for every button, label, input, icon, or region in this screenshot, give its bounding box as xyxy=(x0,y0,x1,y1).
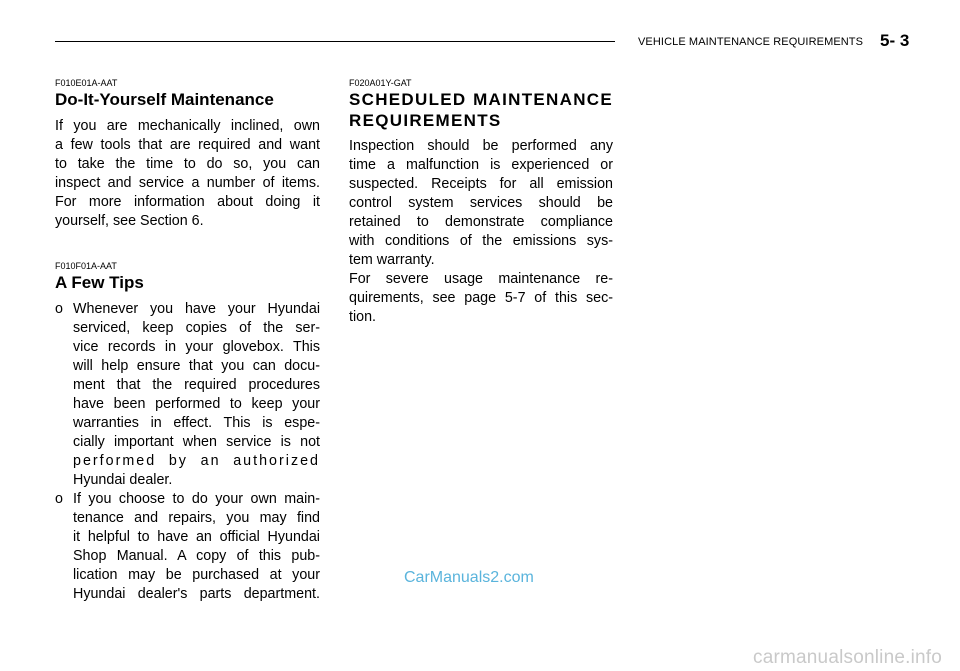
text-line: will help ensure that you can docu- xyxy=(73,358,320,374)
heading-line: REQUIREMENTS xyxy=(349,111,502,130)
text-line: it helpful to have an official Hyundai xyxy=(73,529,320,545)
text-line: time a malfunction is experienced or xyxy=(349,157,613,173)
section-heading-tips: A Few Tips xyxy=(55,273,144,292)
left-column xyxy=(55,78,320,604)
text-line: inspect and service a number of items. xyxy=(55,175,320,191)
text-line: have been performed to keep your xyxy=(73,396,320,412)
heading-line: SCHEDULED MAINTENANCE xyxy=(349,90,613,109)
section-heading-diy: Do-It-Yourself Maintenance xyxy=(55,90,274,109)
footer-watermark: carmanualsonline.info xyxy=(753,647,943,668)
text-line: Inspection should be performed any xyxy=(349,138,613,154)
section-heading-scheduled xyxy=(349,89,613,131)
header-title: VEHICLE MAINTENANCE REQUIREMENTS xyxy=(638,36,864,48)
severe-usage-paragraph xyxy=(349,270,613,327)
text-line: tem warranty. xyxy=(349,252,435,268)
list-item xyxy=(55,490,320,604)
text-line: Hyundai dealer's parts department. xyxy=(73,586,320,602)
text-line: warranties in effect. This is espe- xyxy=(73,415,320,431)
text-line: a few tools that are required and want xyxy=(55,137,320,153)
text-line: vice records in your glovebox. This xyxy=(73,339,320,355)
text-line: tion. xyxy=(349,309,377,325)
header-rule xyxy=(55,41,615,42)
text-line: Hyundai dealer. xyxy=(73,472,173,488)
text-line: If you are mechanically inclined, own xyxy=(55,118,320,134)
text-line: If you choose to do your own main- xyxy=(73,491,320,507)
bullet: o xyxy=(55,491,63,507)
text-line: cially important when service is not xyxy=(73,434,320,450)
bullet: o xyxy=(55,301,63,317)
text-line: lication may be purchased at your xyxy=(73,567,320,583)
text-line: performed by an authorized xyxy=(73,453,320,469)
diy-paragraph xyxy=(55,117,320,231)
text-line: Shop Manual. A copy of this pub- xyxy=(73,548,320,564)
text-line: with conditions of the emissions sys- xyxy=(349,233,613,249)
text-line: quirements, see page 5-7 of this sec- xyxy=(349,290,613,306)
text-line: control system services should be xyxy=(349,195,613,211)
watermark-link[interactable]: CarManuals2.com xyxy=(404,569,534,586)
text-line: tenance and repairs, you may find xyxy=(73,510,320,526)
text-line: ment that the required procedures xyxy=(73,377,320,393)
section-code: F010E01A-AAT xyxy=(55,78,118,88)
section-code: F020A01Y-GAT xyxy=(349,78,412,88)
text-line: Whenever you have your Hyundai xyxy=(73,301,320,317)
inspection-paragraph xyxy=(349,137,613,270)
text-line: suspected. Receipts for all emission xyxy=(349,176,613,192)
section-code: F010F01A-AAT xyxy=(55,261,117,271)
tips-list xyxy=(55,300,320,604)
page-number: 5- 3 xyxy=(880,31,910,50)
text-line: For more information about doing it xyxy=(55,194,320,210)
list-item xyxy=(55,300,320,490)
text-line: yourself, see Section 6. xyxy=(55,213,204,229)
text-line: serviced, keep copies of the ser- xyxy=(73,320,320,336)
text-line: retained to demonstrate compliance xyxy=(349,214,613,230)
text-line: For severe usage maintenance re- xyxy=(349,271,613,287)
text-line: to take the time to do so, you can xyxy=(55,156,320,172)
right-column xyxy=(349,78,613,327)
